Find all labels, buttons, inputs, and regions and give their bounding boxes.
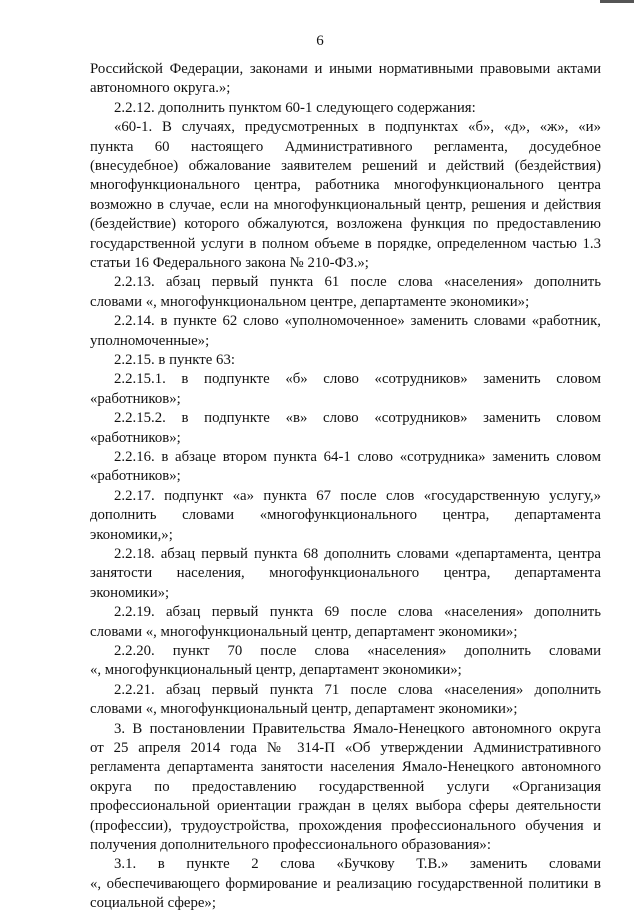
text-line: «работников»; (90, 429, 181, 446)
text-line: возможно в случае, если на многофункциональный центр, решения и действия (90, 196, 601, 213)
text-line: регламента департамента занятости населения Ямало-Ненецкого автономного (90, 759, 601, 776)
text-line: 2.2.15.2. в подпункте «в» слово «сотрудников» заменить словом (114, 410, 601, 427)
text-line: государственной услуги в полном объеме в порядке, определенном частью 1.3 (90, 235, 601, 252)
text-line: социальной сфере»; (90, 895, 216, 912)
text-line: словами «, многофункциональный центр, департамент экономики»; (90, 623, 518, 640)
text-line: 2.2.13. абзац первый пункта 61 после слова «населения» дополнить (114, 274, 601, 291)
text-line: дополнить словами «многофункционального центра, департамента (90, 507, 601, 524)
text-line: 2.2.14. в пункте 62 слово «уполномоченное» заменить словами «работник, (114, 313, 601, 330)
text-line: «работников»; (90, 468, 181, 485)
text-line: занятости населения, многофункционального центра, департамента (90, 565, 601, 582)
text-line: 2.2.15.1. в подпункте «б» слово «сотрудников» заменить словом (114, 371, 601, 388)
text-line: (профессии), трудоустройства, прохождения профессионального обучения и (90, 817, 601, 834)
text-line: округа по предоставлению государственной услуги «Организация (90, 778, 601, 795)
text-line: профессиональной ориентации граждан в целях выбора сферы деятельности (90, 798, 601, 815)
scan-corner-mark (600, 0, 634, 3)
text-line: многофункционального центра, работника многофункционального центра (90, 177, 601, 194)
text-line: получения дополнительного профессионального образования»: (90, 837, 491, 853)
text-line: словами «, многофункциональный центр, департамент экономики»; (90, 701, 518, 718)
text-line: «, обеспечивающего формирование и реализацию государственной политики в (90, 875, 601, 892)
text-line: статьи 16 Федерального закона № 210-ФЗ.»; (90, 255, 369, 271)
text-line: экономики,»; (90, 526, 173, 543)
text-line: 2.2.16. в абзаце втором пункта 64-1 слово «сотрудника» заменить словом (114, 449, 601, 465)
text-line: 2.2.17. подпункт «а» пункта 67 после слов «государственную услугу,» (114, 487, 601, 504)
text-line: 2.2.15. в пункте 63: (114, 352, 235, 368)
text-line: «работников»; (90, 390, 181, 407)
text-line: уполномоченные»; (90, 332, 210, 349)
text-line: словами «, многофункциональном центре, департаменте экономики»; (90, 293, 530, 310)
text-line: 2.2.18. абзац первый пункта 68 дополнить словами «департамента, центра (114, 546, 601, 562)
text-line: 3.1. в пункте 2 слова «Бучкову Т.В.» заменить словами (114, 856, 601, 873)
text-line: 3. В постановлении Правительства Ямало-Ненецкого автономного округа (114, 720, 601, 737)
text-line: от 25 апреля 2014 года № 314-П «Об утверждении Административного (90, 740, 601, 756)
text-line: «, многофункциональный центр, департамент экономики»; (90, 662, 462, 679)
text-line: «60-1. В случаях, предусмотренных в подпунктах «б», «д», «ж», «и» (114, 119, 601, 136)
text-line: автономного округа.»; (90, 80, 231, 97)
text-line: (бездействие) которого обжалуются, возложена функция по предоставлению (90, 216, 601, 233)
page-number: 6 (316, 33, 324, 49)
text-line: 2.2.19. абзац первый пункта 69 после слова «населения» дополнить (114, 604, 601, 621)
text-line: (внесудебное) обжалование заявителем решений и действий (бездействия) (90, 158, 601, 174)
text-line: Российской Федерации, законами и иными нормативными правовыми актами (90, 61, 601, 77)
text-line: пункта 60 настоящего Административного регламента, досудебное (90, 138, 601, 155)
text-line: экономики»; (90, 584, 170, 601)
text-line: 2.2.20. пункт 70 после слова «населения» дополнить словами (114, 643, 601, 659)
text-line: 2.2.12. дополнить пунктом 60-1 следующего содержания: (114, 99, 476, 116)
text-line: 2.2.21. абзац первый пункта 71 после слова «населения» дополнить (114, 681, 601, 698)
